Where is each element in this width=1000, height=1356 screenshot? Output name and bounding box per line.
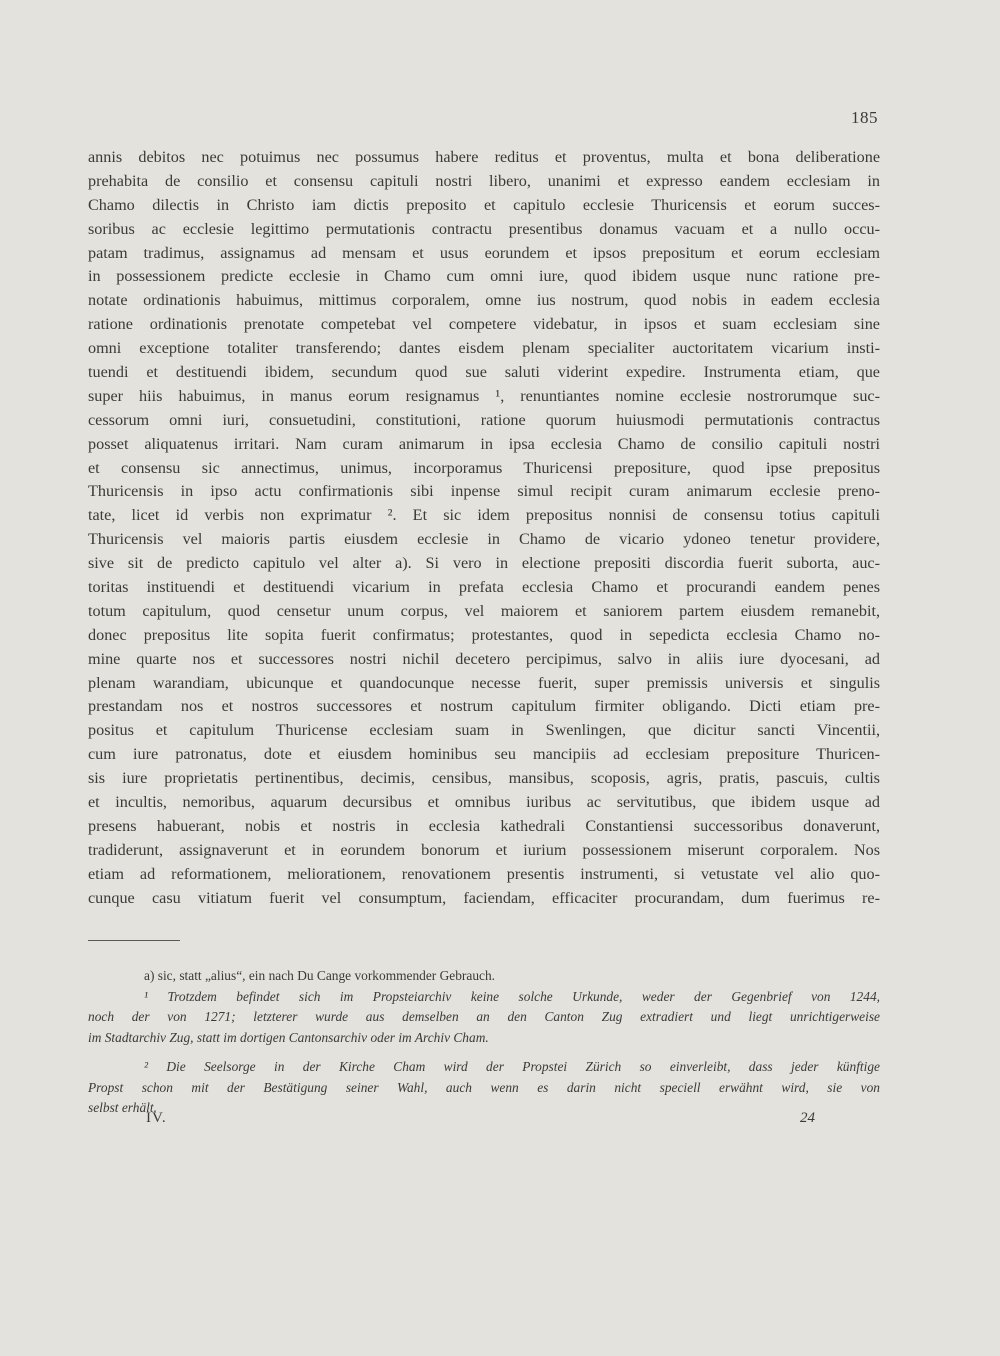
footnote-2-line: Propst schon mit der Bestätigung seiner Wahl, auch wenn es darin nicht speciell erwähnt wird, sie von [88,1079,880,1095]
text-line: patam tradimus, assignamus ad mensam et usus eorundem et ipsos prepositum et eorum ecclesiam [88,243,880,262]
text-line: ratione ordinationis prenotate competebat vel competere videbatur, in ipsos et suam ecclesiam sine [88,315,880,334]
text-line: Thuricensis vel maioris partis eiusdem ecclesie in Chamo de vicario ydoneo tenetur providere, [88,530,880,549]
text-line: cum iure patronatus, dote et eiusdem hominibus seu mancipiis ad ecclesiam prepositure Thuricen- [88,745,880,764]
text-line: Thuricensis in ipso actu confirmationis sibi inpense simul recipit curam animarum ecclesie preno- [88,482,880,501]
text-line: cessorum omni iuri, consuetudini, constitutioni, ratione quorum huiusmodi permutationis contractus [88,410,880,429]
text-line: soribus ac ecclesie legittimo permutationis contractu presentibus donamus vacuam et a nullo occu- [88,219,880,238]
text-line: prestandam nos et nostros successores et nostrum capitulum firmiter obligando. Dicti etiam pre- [88,697,880,716]
volume-signature: IV. [146,1110,167,1126]
main-text [88,146,880,911]
text-line: totum capitulum, quod censetur unum corpus, vel maiorem et saniorem partem eiusdem remanebit, [88,601,880,620]
page-number: 185 [851,108,878,127]
text-line: plenam warandiam, ubicunque et quandocunque necesse fuerit, super premissis universis et singulis [88,673,880,692]
text-line: et consensu sic annectimus, unimus, incorporamus Thuricensi prepositure, quod ipse prepositus [88,458,880,477]
text-line: et incultis, nemoribus, aquarum decursibus et omnibus iuribus ac servitutibus, que ibidem usque ad [88,793,880,812]
footnote-1-line: noch der von 1271; letzterer wurde aus demselben an den Canton Zug extradiert und liegt unrichtigerweise [88,1009,880,1024]
text-line: tate, licet id verbis non exprimatur ². Et sic idem prepositus nonnisi de consensu totius capituli [88,506,880,525]
text-line: annis debitos nec potuimus nec possumus habere reditus et proventus, multa et bona deliberatione [88,148,880,166]
text-line: notate ordinationis habuimus, mittimus corporalem, omne ius nostrum, quod nobis in eadem ecclesia [88,291,880,310]
text-line: sive sit de predicto capitulo vel alter a). Si vero in electione prepositi discordia fuerit suborta, auc- [88,554,880,573]
text-line: omni exceptione totaliter transferendo; dantes eisdem plenam specialiter auctoritatem vicarium insti- [88,339,880,358]
footnote-a: a) sic, statt „alius“, ein nach Du Cange vorkommender Gebrauch. [144,968,496,983]
text-line: prehabita de consilio et consensu capituli nostri libero, unanimi et expresso eandem ecclesiam in [88,171,880,190]
sheet-signature: 24 [800,1110,815,1126]
text-line: Chamo dilectis in Christo iam dictis preposito et capitulo ecclesie Thuricensis et eorum succes- [88,195,880,214]
text-line: sis iure proprietatis pertinentibus, decimis, censibus, mansibus, scoposis, agris, pratis, pascuis, cultis [88,769,880,788]
text-line: donec prepositus lite sopita fuerit confirmatus; protestantes, quod in sepedicta ecclesia Chamo no- [88,625,880,644]
text-line: tuendi et destituendi ibidem, secundum quod sue saluti viderint expedire. Instrumenta etiam, que [88,363,880,382]
text-line: super hiis habuimus, in manus eorum resignamus ¹, renuntiantes nomine ecclesie nostrorumque suc- [88,386,880,405]
text-line: mine quarte nos et successores nostri nichil decetero percipimus, salvo in aliis iure dyocesani, ad [88,649,880,668]
footnotes [88,966,880,1119]
text-line: posset aliquatenus irritari. Nam curam animarum in ipsa ecclesia Chamo de consilio capituli nostri [88,434,880,453]
footnote-gap [88,1048,880,1057]
text-line: cunque casu vitiatum fuerit vel consumptum, faciendam, efficaciter procurandam, dum fuerimus re- [88,888,880,907]
footnote-2-line: ² Die Seelsorge in der Kirche Cham wird der Propstei Zürich so einverleibt, dass jeder künftige [144,1059,880,1074]
footnote-divider [88,940,180,941]
text-line: presens habuerant, nobis et nostris in ecclesia kathedrali Constantiensi successoribus donaverunt, [88,816,880,835]
text-line: etiam ad reformationem, meliorationem, renovationem presentis instrumenti, si vetustate vel alio quo- [88,864,880,883]
footnote-1-line: ¹ Trotzdem befindet sich im Propsteiarchiv keine solche Urkunde, weder der Gegenbrief von 1244, [144,988,880,1004]
footnote-1-line: im Stadtarchiv Zug, statt im dortigen Cantonsarchiv oder im Archiv Cham. [88,1029,489,1045]
text-line: in possessionem predicte ecclesie in Chamo cum omni iure, quod ibidem usque nunc ratione pre- [88,267,880,286]
footnote-2-line: selbst erhält. [88,1100,157,1115]
text-line: positus et capitulum Thuricense ecclesiam suam in Swenlingen, que dicitur sancti Vincentii, [88,721,880,740]
text-line: toritas instituendi et destituendi vicarium in prefata ecclesia Chamo et procurandi eandem penes [88,578,880,597]
text-line: tradiderunt, assignaverunt et in eorundem bonorum et iurium possessionem miserunt corporalem. Nos [88,840,880,859]
